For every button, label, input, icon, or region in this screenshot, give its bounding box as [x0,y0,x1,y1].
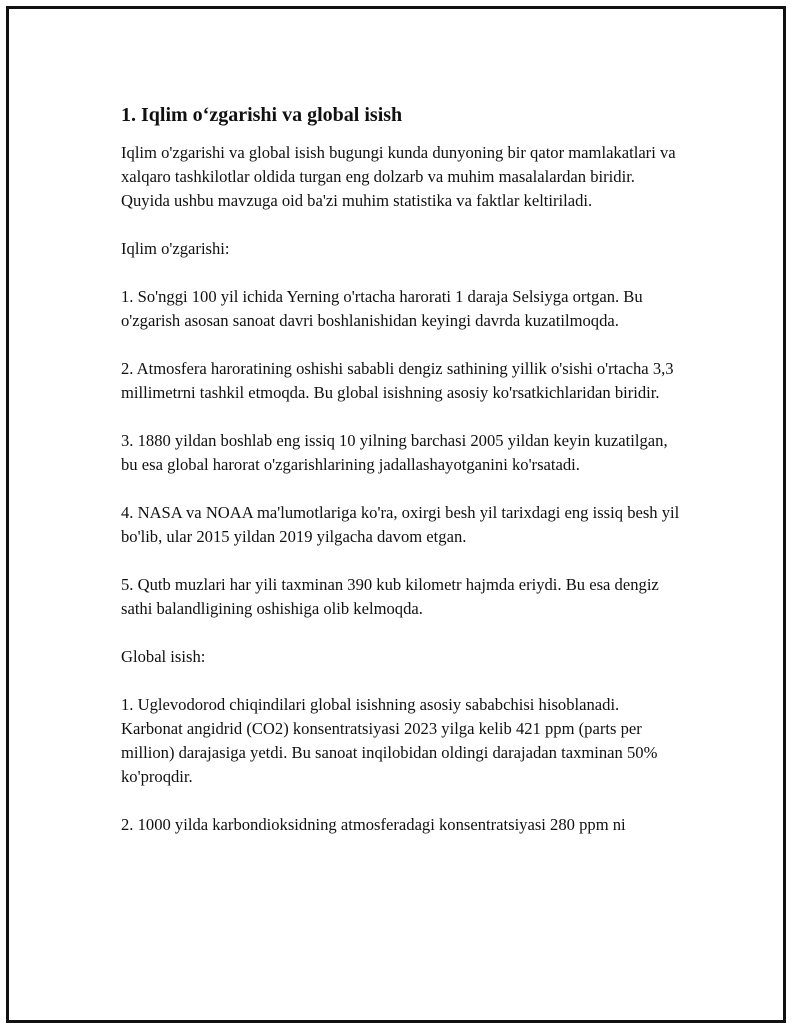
subheading-global-warming: Global isish: [121,647,206,666]
section-title: 1. Iqlim o‘zgarishi va global isish [121,104,403,126]
climate-fact-1: 1. So'nggi 100 yil ichida Yerning o'rtacha harorati 1 daraja Selsiyga ortgan. Bu o'zgarish asosan sanoat davri boshlanishidan keyingi davrda kuzatilmoqda. [121,287,643,330]
document-page [6,6,786,1023]
climate-fact-2: 2. Atmosfera haroratining oshishi sababli dengiz sathining yillik o'sishi o'rtacha 3,3 millimetrni tashkil etmoqda. Bu global isishning asosiy ko'rsatkichlaridan biridir. [121,359,674,402]
climate-fact-3: 3. 1880 yildan boshlab eng issiq 10 yilning barchasi 2005 yildan keyin kuzatilgan, bu esa global harorat o'zgarishlarining jadallashayotganini ko'rsatadi. [121,431,668,474]
subheading-climate-change: Iqlim o'zgarishi: [121,239,230,258]
warming-fact-2: 2. 1000 yilda karbondioksidning atmosferadagi konsentratsiyasi 280 ppm ni [121,815,626,834]
warming-fact-1: 1. Uglevodorod chiqindilari global isishning asosiy sababchisi hisoblanadi. Karbonat angidrid (CO2) konsentratsiyasi 2023 yilga kelib 421 ppm (parts per million) darajasiga yetdi. Bu sanoat inqilobidan oldingi darajadan taxminan 50% ko'proqdir. [121,695,658,786]
intro-paragraph: Iqlim o'zgarishi va global isish bugungi kunda dunyoning bir qator mamlakatlari va xalqaro tashkilotlar oldida turgan eng dolzarb va muhim masalalardan biridir. Quyida ushbu mavzuga oid ba'zi muhim statistika va faktlar keltiriladi. [121,143,676,210]
climate-fact-4: 4. NASA va NOAA ma'lumotlariga ko'ra, oxirgi besh yil tarixdagi eng issiq besh yil bo'lib, ular 2015 yildan 2019 yilgacha davom etgan. [121,503,680,546]
document-content [121,102,681,837]
climate-fact-5: 5. Qutb muzlari har yili taxminan 390 kub kilometr hajmda eriydi. Bu esa dengiz sathi balandligining oshishiga olib kelmoqda. [121,575,659,618]
